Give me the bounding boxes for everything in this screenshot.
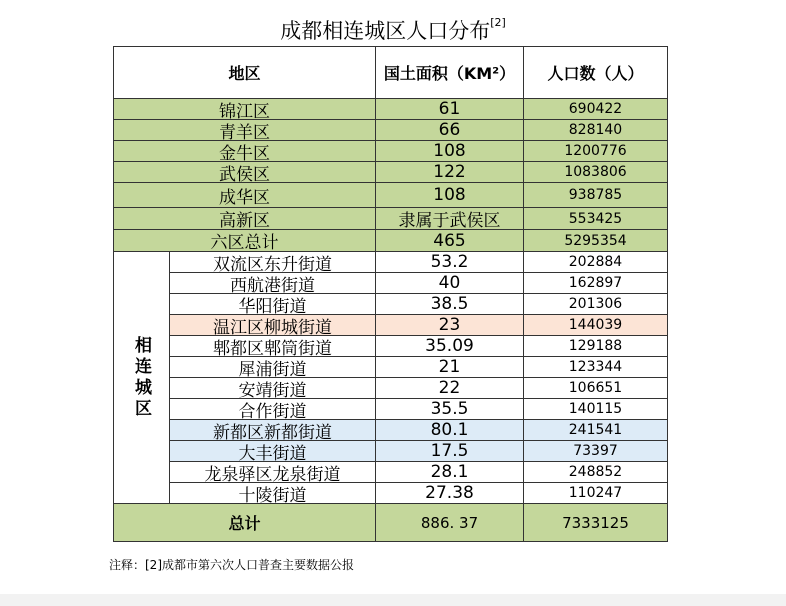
- population-cell: 553425: [568, 210, 623, 227]
- region-cell: 青羊区: [114, 120, 376, 140]
- population-cell: 110247: [568, 485, 623, 501]
- region-cell: 武侯区: [114, 162, 376, 182]
- page-bottom-band: [0, 594, 786, 606]
- area-cell: 40: [376, 273, 524, 293]
- region-cell: 西航港街道: [170, 273, 376, 293]
- area-cell: 23: [376, 315, 524, 335]
- area-cell: 108: [376, 141, 524, 161]
- region-cell: 成华区: [114, 183, 376, 207]
- area-cell: 17.5: [376, 441, 524, 461]
- area-cell: 122: [376, 162, 524, 182]
- area-cell: 35.5: [376, 399, 524, 419]
- area-cell: 80.1: [376, 420, 524, 440]
- area-cell: 隶属于武侯区: [376, 208, 524, 229]
- header-area: 国土面积（KM²）: [376, 47, 524, 98]
- population-cell: 938785: [568, 187, 623, 203]
- region-cell: 双流区东升街道: [170, 252, 376, 272]
- table-row: [170, 294, 667, 315]
- area-cell: 108: [376, 183, 524, 207]
- population-cell: 162897: [568, 275, 623, 291]
- page-title: [0, 12, 786, 46]
- footnote: 注释：[2]成都市第六次人口普查主要数据公报: [109, 558, 354, 572]
- population-cell: 828140: [568, 122, 623, 138]
- header-population: 人口数（人）: [547, 64, 644, 83]
- table-row: [114, 208, 667, 230]
- area-cell: 465: [376, 230, 524, 251]
- table-row: [114, 183, 667, 208]
- area-cell: 21: [376, 357, 524, 377]
- region-cell: 金牛区: [114, 141, 376, 161]
- population-cell: 73397: [573, 443, 618, 459]
- population-cell: 201306: [568, 296, 623, 312]
- region-cell: 安靖街道: [170, 378, 376, 398]
- region-cell: 大丰街道: [170, 441, 376, 461]
- table-row: [114, 162, 667, 183]
- region-cell: 锦江区: [114, 99, 376, 119]
- table-row: [170, 462, 667, 483]
- area-cell: 38.5: [376, 294, 524, 314]
- table-row: [170, 273, 667, 294]
- table-row: [114, 141, 667, 162]
- table-row: [170, 483, 667, 504]
- region-cell: 新都区新都街道: [170, 420, 376, 440]
- population-cell: 129188: [568, 338, 623, 354]
- total-label: 总计: [114, 504, 376, 541]
- population-cell: 202884: [568, 254, 623, 270]
- region-cell: 温江区柳城街道: [170, 315, 376, 335]
- region-cell: 犀浦街道: [170, 357, 376, 377]
- area-cell: 27.38: [376, 483, 524, 503]
- population-cell: 248852: [568, 464, 623, 480]
- population-cell: 1200776: [564, 143, 627, 159]
- table-row: [170, 420, 667, 441]
- population-cell: 690422: [568, 101, 623, 117]
- table-row: [170, 357, 667, 378]
- adjacent-districts-label: 相连城区: [114, 252, 170, 504]
- total-row: [114, 504, 667, 541]
- table-row: [170, 399, 667, 420]
- population-cell: 106651: [568, 380, 623, 396]
- table-row: [114, 99, 667, 120]
- title-text: 成都相连城区人口分布: [280, 19, 491, 43]
- population-cell: 123344: [568, 359, 623, 375]
- population-cell: 1083806: [564, 164, 627, 180]
- table-row: [114, 230, 667, 252]
- title-reference[interactable]: [2]: [490, 16, 506, 29]
- table-row: [170, 315, 667, 336]
- header-region: 地区: [114, 47, 376, 98]
- table-row: [170, 441, 667, 462]
- area-cell: 22: [376, 378, 524, 398]
- region-cell: 高新区: [114, 208, 376, 229]
- population-cell: 5295354: [564, 232, 627, 249]
- table-row: [170, 378, 667, 399]
- total-population: 7333125: [562, 513, 629, 532]
- area-cell: 53.2: [376, 252, 524, 272]
- table-header-row: [114, 47, 667, 99]
- region-cell: 合作街道: [170, 399, 376, 419]
- area-cell: 28.1: [376, 462, 524, 482]
- population-table: [113, 46, 668, 542]
- table-row: [114, 120, 667, 141]
- population-cell: 140115: [568, 401, 623, 417]
- area-cell: 35.09: [376, 336, 524, 356]
- table-row: [170, 252, 667, 273]
- region-cell: 龙泉驿区龙泉街道: [170, 462, 376, 482]
- table-row: [170, 336, 667, 357]
- area-cell: 66: [376, 120, 524, 140]
- region-cell: 六区总计: [114, 230, 376, 251]
- area-cell: 61: [376, 99, 524, 119]
- population-cell: 144039: [568, 317, 623, 333]
- total-area: 886. 37: [376, 504, 524, 541]
- population-cell: 241541: [568, 422, 623, 438]
- region-cell: 十陵街道: [170, 483, 376, 503]
- region-cell: 郫都区郫筒街道: [170, 336, 376, 356]
- region-cell: 华阳街道: [170, 294, 376, 314]
